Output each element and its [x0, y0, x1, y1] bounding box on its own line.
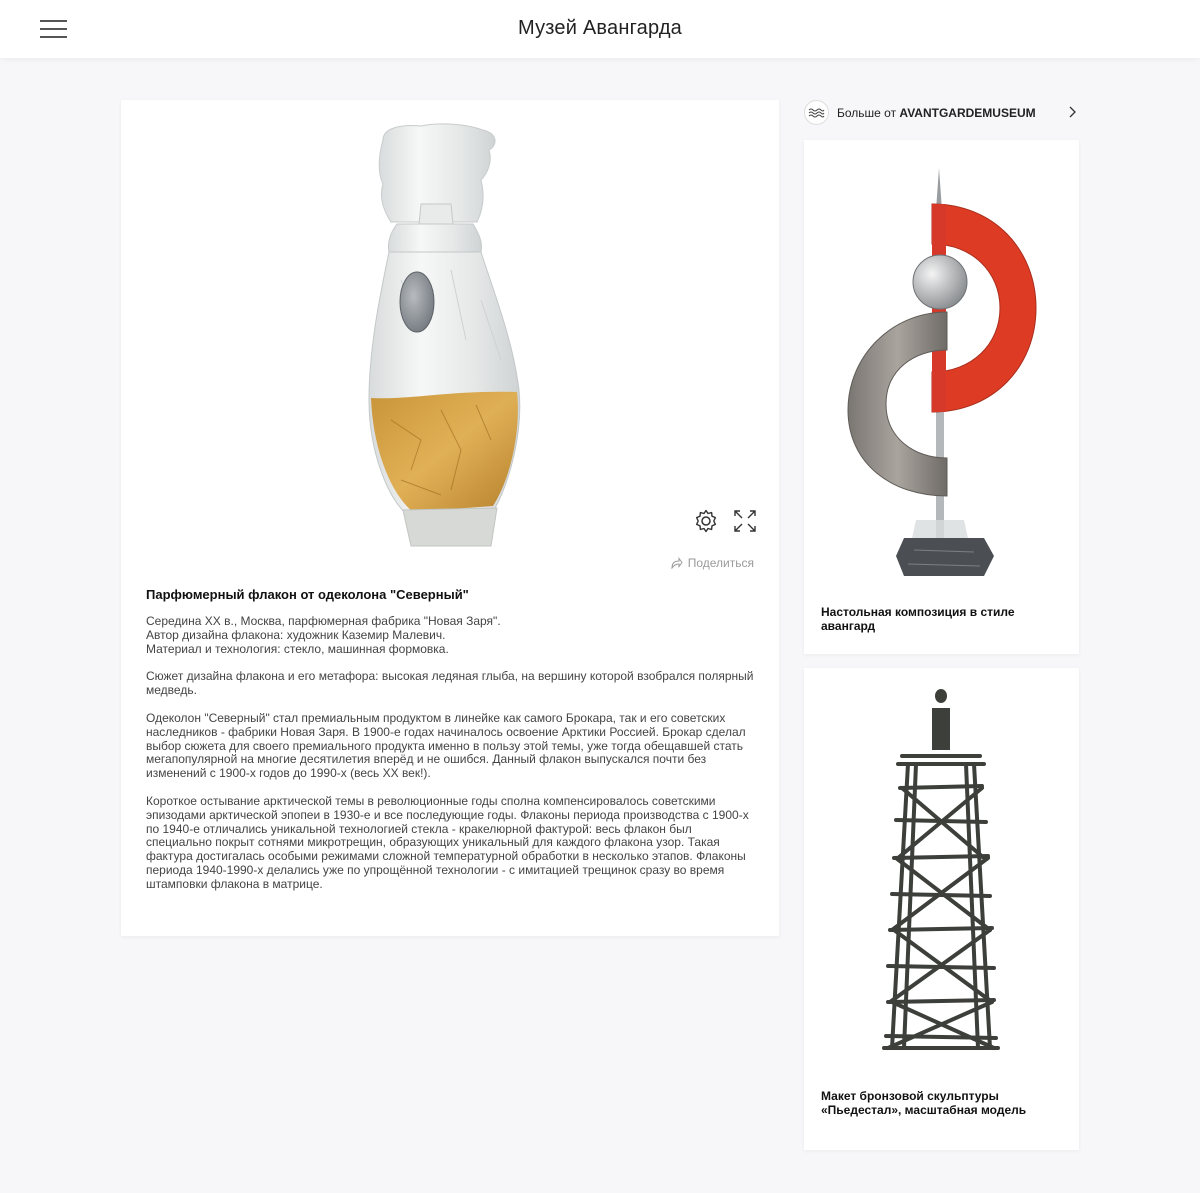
description-paragraph: Одеколон "Северный" стал премиальным продуктом в линейке как самого Брокара, так и его советских наследников - фабрики Новая Заря. В 1900-е годах начиналось освоение Арктики Россией. Брокар сделал выбор сюжета для своего премиального продукта именно в пользу этой темы, уже тогда обещавшей стать мегапопулярной на многие десятилетия вперёд и не ошибся. Данный флакон выпускался почти без изменений с 1900-х годов до 1990-х (весь XX век!).	[146, 710, 746, 781]
share-button[interactable]	[671, 556, 754, 570]
settings-icon[interactable]	[693, 508, 719, 534]
brand-logo	[804, 100, 829, 125]
item-photo[interactable]	[121, 100, 779, 550]
related-card[interactable]	[804, 140, 1079, 654]
item-card	[121, 100, 779, 936]
more-brand: AVANTGARDEMUSEUM	[899, 105, 1036, 120]
related-card[interactable]	[804, 668, 1079, 1150]
site-title[interactable]: Музей Авангарда	[517, 17, 683, 39]
bronze-pedestal-image	[804, 668, 1079, 1078]
description-paragraph: Середина XX в., Москва, парфюмерная фабрика "Новая Заря". Автор дизайна флакона: художник Каземир Малевич. Материал и технология: стекло, машинная формовка.	[146, 614, 501, 656]
waves-logo-icon	[808, 107, 825, 119]
description-paragraph: Сюжет дизайна флакона и его метафора: высокая ледяная глыба, на вершину которой взобрался полярный медведь.	[146, 669, 754, 698]
more-from-link[interactable]	[804, 100, 1080, 125]
share-label: Поделиться	[687, 556, 754, 570]
avantgarde-composition-image	[804, 140, 1079, 590]
item-title: Парфюмерный флакон от одеколона "Северный"	[146, 587, 469, 602]
fullscreen-icon[interactable]	[732, 508, 758, 534]
share-arrow-icon	[671, 557, 683, 569]
item-description	[146, 615, 758, 906]
top-bar	[0, 0, 1200, 58]
description-paragraph: Короткое остывание арктической темы в революционные годы сполна компенсировалось советскими эпизодами арктической эпопеи в 1930-е и все последующие годы. Флаконы периода производства с 1900-х по 1940-е отличались уникальной технологией стекла - кракелюрной фактурой: весь флакон был специально покрыт сотнями микротрещин, образующих уникальный для каждого флакона узор. Такая фактура достигалась особыми режимами сложной температурной обработки в несколько этапов. Флаконы периода 1940-1990-х делались уже по упрощённой технологии - с имитацией трещинок сразу во время штамповки флакона в матрице.	[146, 793, 749, 891]
more-prefix: Больше от	[837, 105, 900, 120]
related-card-caption: Макет бронзовой скульптуры «Пьедестал», масштабная модель	[821, 1089, 1027, 1117]
more-from-text	[837, 106, 1036, 120]
related-card-caption: Настольная композиция в стиле авангард	[821, 605, 1015, 633]
perfume-bottle-image	[121, 100, 779, 550]
chevron-right-icon	[1068, 106, 1076, 118]
